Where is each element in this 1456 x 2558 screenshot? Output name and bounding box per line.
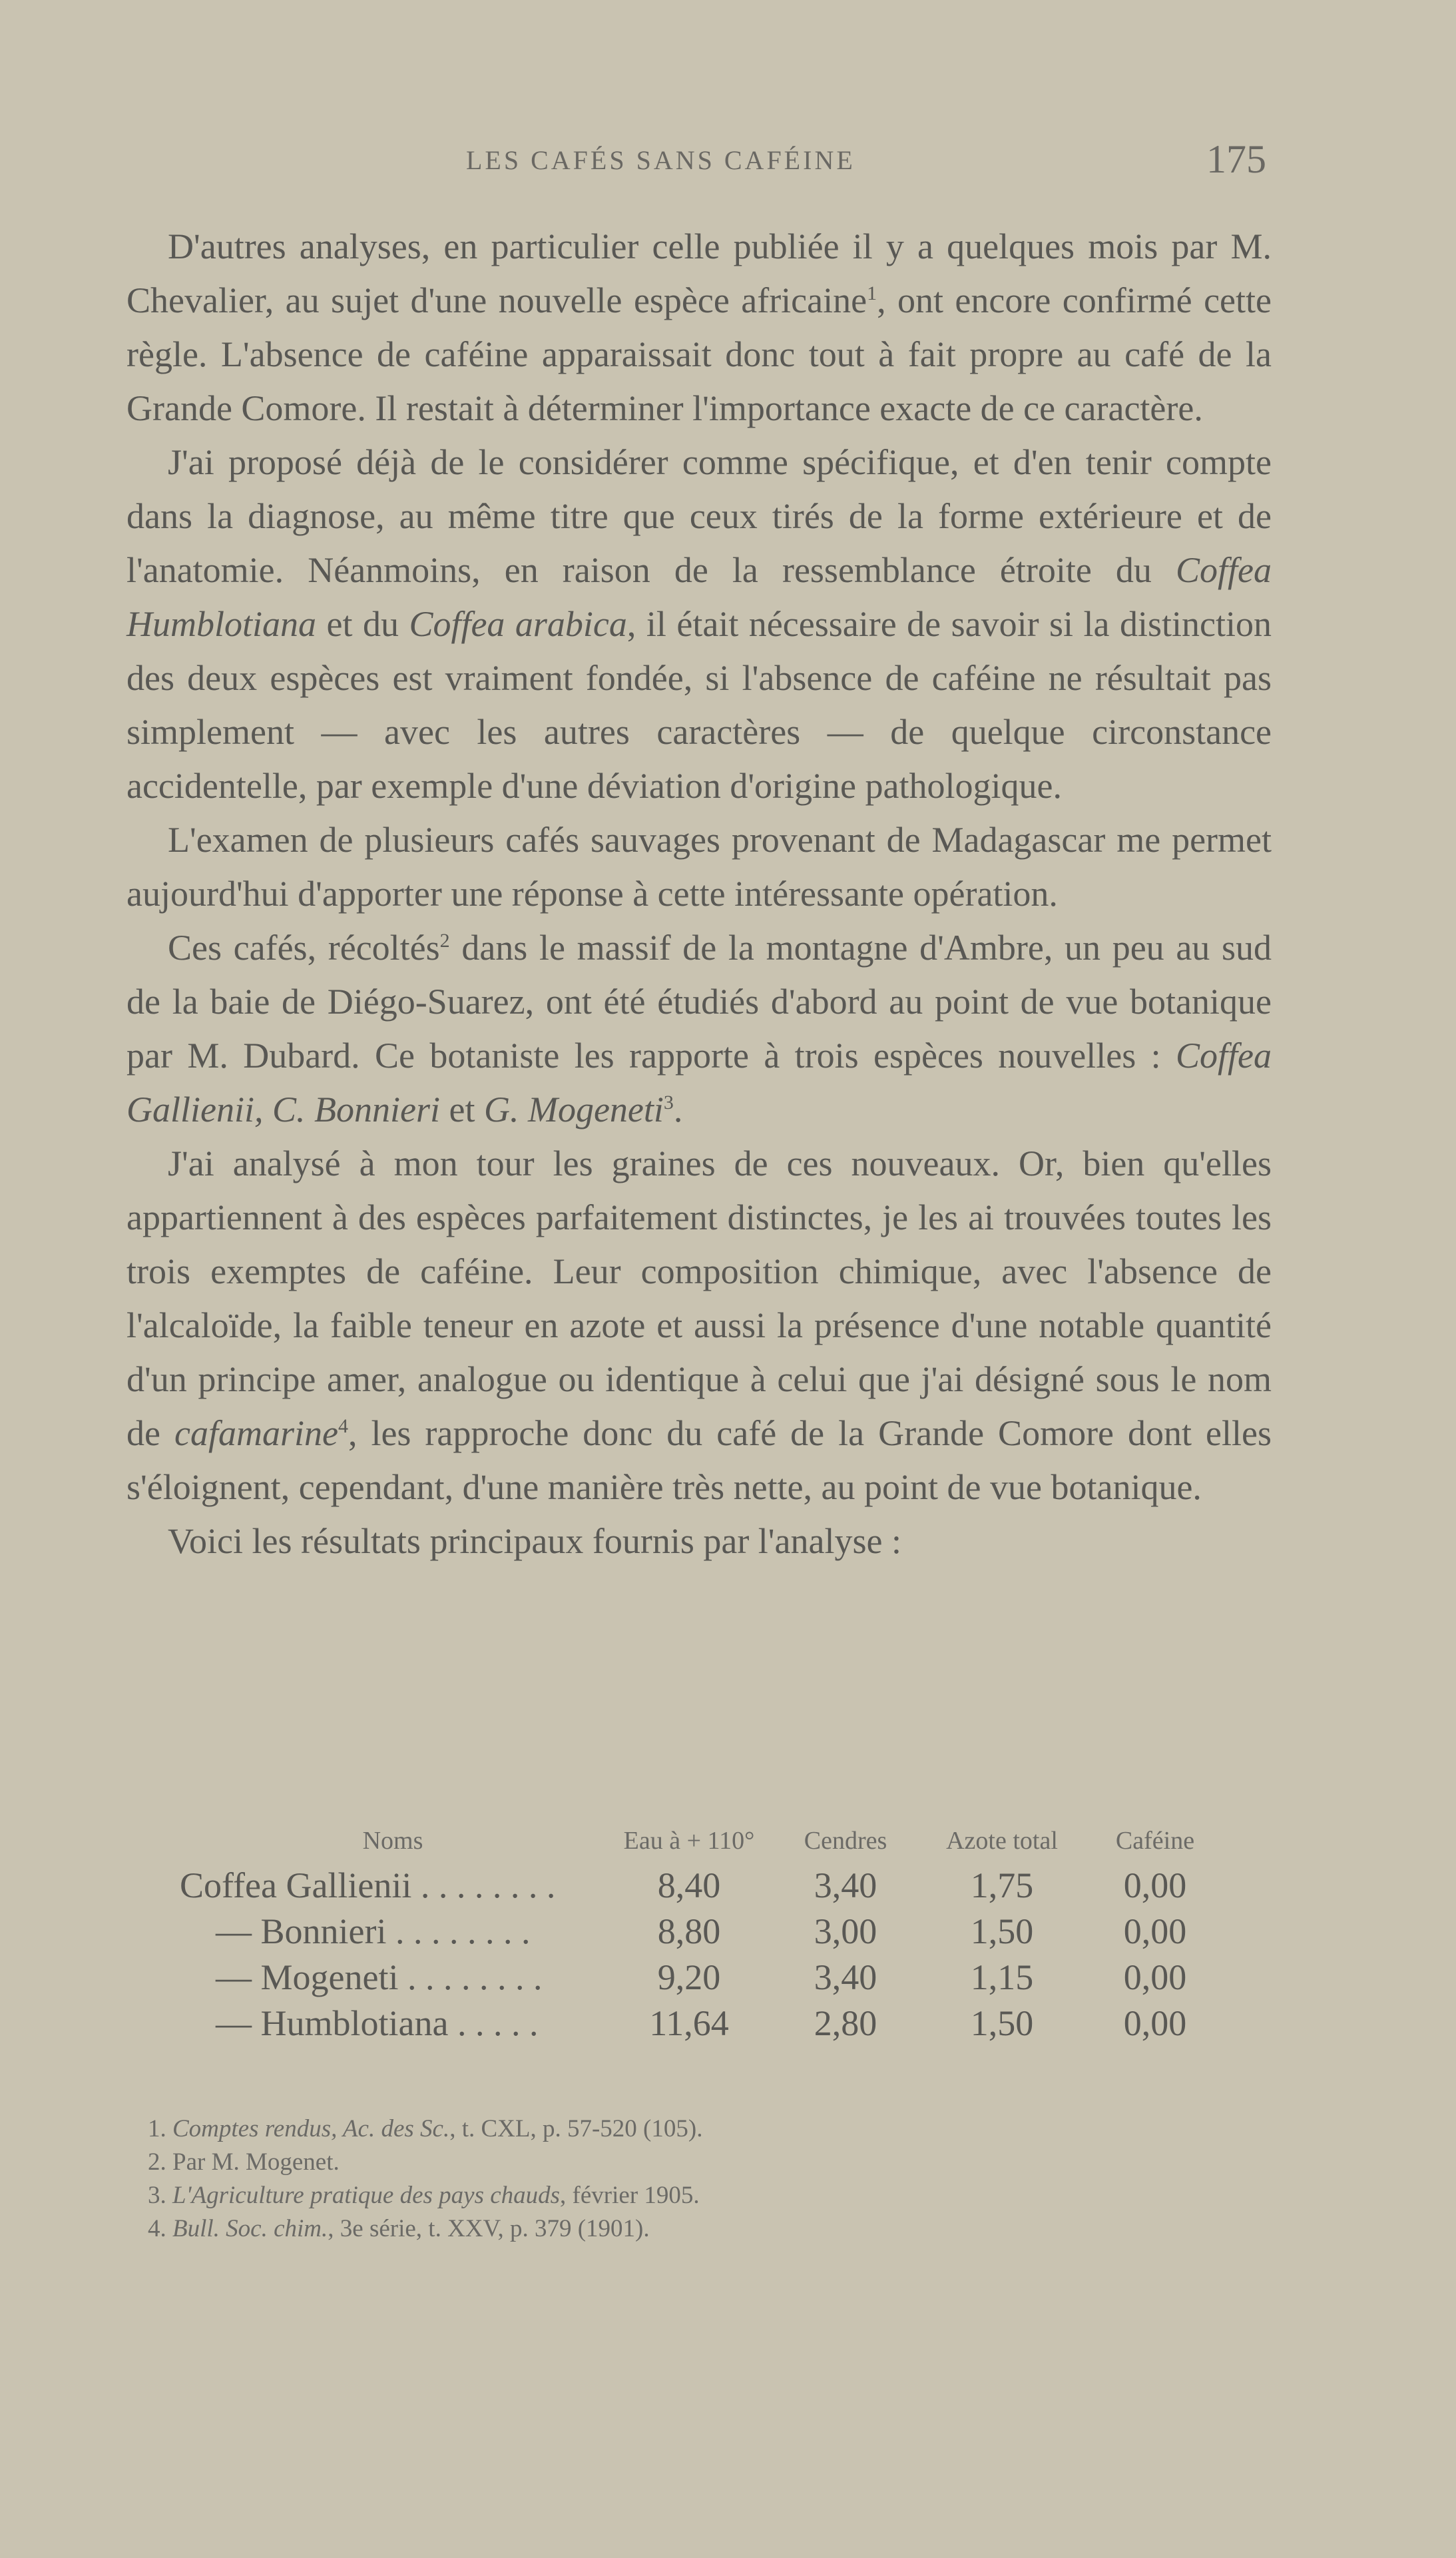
eau-value: 11,64 (649, 2003, 729, 2043)
footnote (148, 2212, 1213, 2246)
text-run: , les rapproche donc du café de la Grande Comore dont elles s'éloignent, cependant, d'une manière très nette, au point de vue botanique. (126, 1413, 1272, 1507)
footnotes (148, 2112, 1213, 2246)
table-row (180, 1954, 1225, 2000)
paragraph (126, 921, 1272, 1137)
text-run: et du (316, 604, 409, 644)
cendres-value: 3,40 (814, 1865, 877, 1905)
table-row (180, 1908, 1225, 1954)
text-run: J'ai proposé déjà de le considérer comme spécifique, et d'en tenir compte dans la diagnose, au même titre que ceux tirés de la forme extérieure et de l'anatomie. Néanmoins, en raison de la ressemblance étroite du (126, 442, 1272, 590)
footnote-number: 4. (148, 2215, 172, 2242)
text-run: , t. CXL, p. 57-520 (105). (449, 2115, 703, 2142)
cafeine-value: 0,00 (1123, 1911, 1187, 1951)
text-run: , février 1905. (560, 2182, 700, 2209)
text-run: D'autres analyses, en particulier celle publiée il y a quelques mois par M. Chevalier, au sujet d'une nouvelle espèce africaine (126, 226, 1272, 320)
col-header-cendres: Cendres (804, 1827, 887, 1855)
text-run: J'ai analysé à mon tour les graines de ces nouveaux. Or, bien qu'elles appartiennent à des espèces parfaitement distinctes, je les ai trouvées toutes les trois exemptes de caféine. Leur composition chimique, avec l'absence de l'alcaloïde, la faible teneur en azote et aussi la présence d'une notable quantité d'un principe amer, analogue ou identique à celui que j'ai désigné sous le nom de (126, 1143, 1272, 1453)
page-number: 175 (1206, 137, 1266, 181)
col-header-cafeine: Caféine (1115, 1827, 1195, 1855)
page-header (0, 137, 1456, 183)
italic-run: Coffea Gallienii, C. Bonnieri (126, 1036, 1272, 1129)
table-row (180, 2000, 1225, 2046)
italic-run: Coffea Humblotiana (126, 550, 1272, 644)
footnote (148, 2179, 1213, 2212)
running-title: LES CAFÉS SANS CAFÉINE (466, 145, 855, 175)
italic-run: L'Agriculture pratique des pays chauds (172, 2182, 561, 2209)
footnote-number: 3. (148, 2182, 172, 2209)
cafeine-value: 0,00 (1123, 1865, 1187, 1905)
footnote-ref: 3 (663, 1092, 674, 1114)
table-row (180, 1862, 1225, 1908)
footnote (148, 2112, 1213, 2146)
cafeine-value: 0,00 (1123, 1957, 1187, 1997)
paragraph (126, 1514, 1272, 1568)
azote-value: 1,50 (970, 1911, 1034, 1951)
cafeine-value: 0,00 (1123, 2003, 1187, 2043)
text-run: et (439, 1090, 484, 1129)
text-run: L'examen de plusieurs cafés sauvages provenant de Madagascar me permet aujourd'hui d'apporter une réponse à cette intéressante opération. (126, 820, 1272, 914)
paragraph (126, 436, 1272, 813)
text-run: Ces cafés, récoltés (168, 928, 440, 968)
results-table (180, 1826, 1225, 2046)
body-text (126, 220, 1272, 1568)
italic-run: Comptes rendus, Ac. des Sc. (172, 2115, 450, 2142)
species-name: — Bonnieri . . . . . . . . (180, 1911, 531, 1951)
cendres-value: 3,40 (814, 1957, 877, 1997)
species-name: — Mogeneti . . . . . . . . (180, 1957, 543, 1997)
text-run: . (673, 1090, 683, 1129)
italic-run: Bull. Soc. chim. (172, 2215, 328, 2242)
table-header-row (180, 1826, 1225, 1862)
text-run: , 3e série, t. XXV, p. 379 (1901). (328, 2215, 650, 2242)
col-header-eau: Eau à + 110° (623, 1827, 755, 1855)
text-run: , il était nécessaire de savoir si la distinction des deux espèces est vraiment fondée, si l'absence de caféine ne résultait pas simplement — avec les autres caractères — de quelque circonstance accidentelle, par exemple d'une déviation d'origine pathologique. (126, 604, 1272, 806)
azote-value: 1,75 (970, 1865, 1034, 1905)
footnote-number: 2. (148, 2148, 172, 2176)
paragraph (126, 220, 1272, 436)
text-run: Par M. Mogenet. (172, 2148, 340, 2176)
eau-value: 8,40 (657, 1865, 721, 1905)
text-run: , ont encore confirmé cette règle. L'absence de caféine apparaissait donc tout à fait propre au café de la Grande Comore. Il restait à déterminer l'importance exacte de ce caractère. (126, 280, 1272, 428)
text-run: Voici les résultats principaux fournis par l'analyse : (168, 1521, 901, 1561)
italic-run: Coffea arabica (409, 604, 627, 644)
footnote-ref: 2 (439, 930, 450, 952)
italic-run: cafamarine (174, 1413, 338, 1453)
text-run: dans le massif de la montagne d'Ambre, un peu au sud de la baie de Diégo-Suarez, ont été étudiés d'abord au point de vue botanique par M. Dubard. Ce botaniste les rapporte à trois espèces nouvelles : (126, 928, 1272, 1076)
azote-value: 1,50 (970, 2003, 1034, 2043)
eau-value: 9,20 (657, 1957, 721, 1997)
cendres-value: 2,80 (814, 2003, 877, 2043)
footnote-number: 1. (148, 2115, 172, 2142)
paragraph (126, 813, 1272, 921)
footnote-ref: 1 (867, 282, 877, 304)
paragraph (126, 1137, 1272, 1514)
footnote (148, 2146, 1213, 2179)
col-header-azote: Azote total (946, 1827, 1058, 1855)
azote-value: 1,15 (970, 1957, 1034, 1997)
col-header-noms: Noms (362, 1827, 423, 1855)
species-name: — Humblotiana . . . . . (180, 2003, 539, 2043)
italic-run: G. Mogeneti (483, 1090, 664, 1129)
footnote-ref: 4 (338, 1415, 348, 1437)
eau-value: 8,80 (657, 1911, 721, 1951)
cendres-value: 3,00 (814, 1911, 877, 1951)
species-name: Coffea Gallienii . . . . . . . . (180, 1865, 556, 1905)
